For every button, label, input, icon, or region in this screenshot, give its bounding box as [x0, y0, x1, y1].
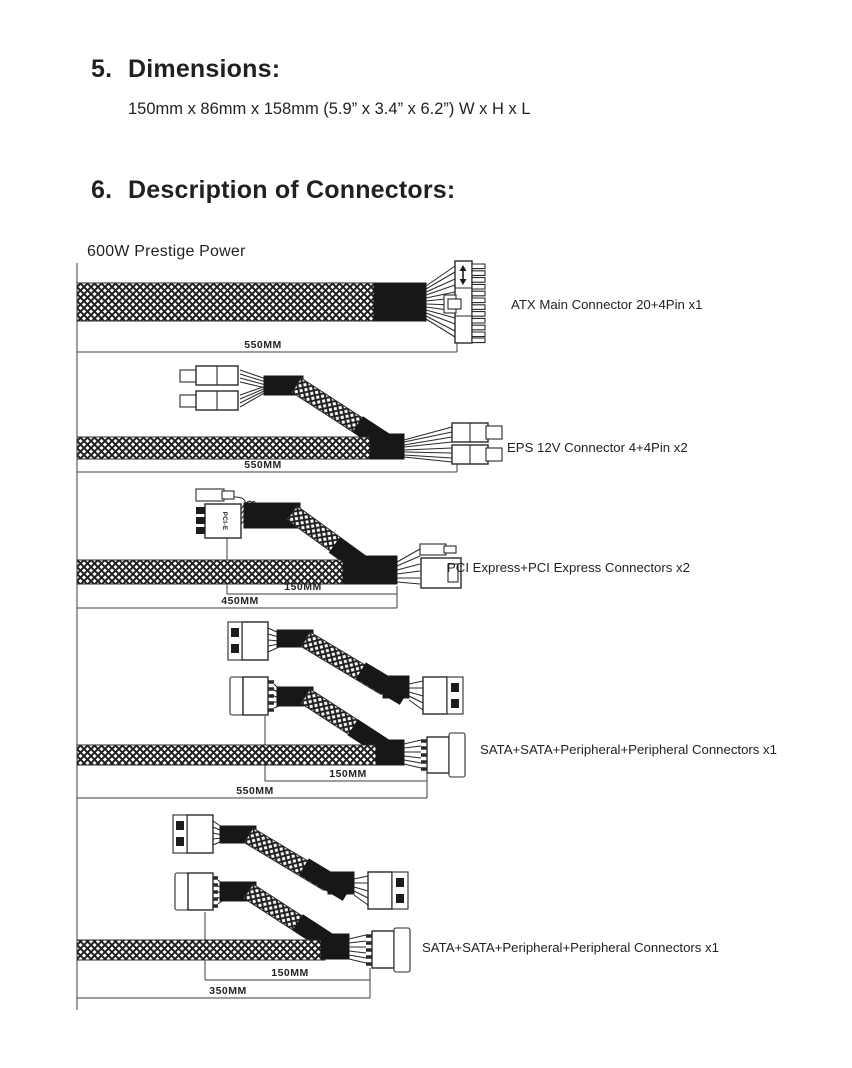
heatshrink-collar — [321, 934, 349, 959]
cable-label: SATA+SATA+Peripheral+Peripheral Connectors x1 — [480, 742, 777, 757]
wire-fan — [240, 370, 266, 407]
cable-atx — [77, 261, 702, 352]
diagram-title: 600W Prestige Power — [87, 243, 246, 260]
section-5-number: 5. — [91, 55, 113, 83]
eps-4pin-connector-pair-right — [452, 423, 502, 464]
eps-4pin-connector-pair-left — [180, 366, 238, 410]
section-6-title: Description of Connectors: — [128, 176, 456, 204]
sata-connector-middle — [423, 677, 463, 714]
dimension-550mm — [77, 459, 457, 472]
cable-label: ATX Main Connector 20+4Pin x1 — [511, 297, 703, 312]
dimensions-text: 150mm x 86mm x 158mm (5.9” x 3.4” x 6.2”) W x H x L — [128, 100, 531, 118]
wire-fan — [409, 681, 423, 710]
cable-sata-peripheral-1 — [77, 622, 777, 798]
peripheral-connector-end — [366, 928, 410, 972]
dimension-value: 550MM — [244, 459, 282, 471]
heatshrink-collar — [376, 740, 404, 765]
dimension-value: 450MM — [221, 595, 259, 607]
cable-label: EPS 12V Connector 4+4Pin x2 — [507, 440, 688, 455]
heatshrink-collar — [370, 434, 404, 459]
pcie-connector-left — [196, 504, 241, 538]
dimension-350mm — [77, 985, 370, 998]
dimension-value: 550MM — [244, 339, 282, 351]
dimension-value: 150MM — [271, 967, 309, 979]
peripheral-connector-end — [421, 733, 465, 777]
peripheral-connector-left — [175, 873, 218, 910]
wire-fan — [404, 740, 421, 768]
atx-connector — [444, 261, 485, 343]
wire-fan — [349, 935, 366, 963]
wire-fan — [354, 876, 368, 905]
dimension-550mm — [77, 339, 457, 352]
braided-sleeve — [77, 437, 375, 459]
dimension-value: 350MM — [209, 985, 247, 997]
dimension-value: 550MM — [236, 785, 274, 797]
dimension-value: 150MM — [284, 581, 322, 593]
braided-sleeve — [77, 940, 325, 960]
heatshrink-collar — [374, 283, 426, 321]
cable-label: SATA+SATA+Peripheral+Peripheral Connectors x1 — [422, 940, 719, 955]
dimension-450mm — [77, 595, 397, 608]
wire-fan — [404, 427, 452, 462]
heatshrink-collar — [343, 556, 397, 584]
section-5-title: Dimensions: — [128, 55, 281, 83]
cable-pcie — [77, 489, 690, 608]
atx-pins — [472, 264, 485, 343]
braided-sleeve — [77, 745, 380, 765]
peripheral-connector-left — [230, 677, 274, 715]
section-6-number: 6. — [91, 176, 113, 204]
pcie-sense-plug-left — [196, 489, 245, 505]
cable-sata-peripheral-2 — [77, 815, 719, 998]
sata-connector-top — [173, 815, 213, 853]
braided-sleeve — [77, 283, 374, 321]
cable-label: PCI Express+PCI Express Connectors x2 — [447, 560, 690, 575]
pcie-connector-text: PCI-E — [221, 511, 228, 531]
sata-connector-middle — [368, 872, 408, 909]
sata-connector-top — [228, 622, 268, 660]
dimension-150mm — [265, 768, 427, 798]
dimension-value: 150MM — [329, 768, 367, 780]
dimension-550mm — [77, 785, 427, 798]
cable-eps — [77, 366, 688, 472]
wire-fan — [397, 549, 420, 584]
